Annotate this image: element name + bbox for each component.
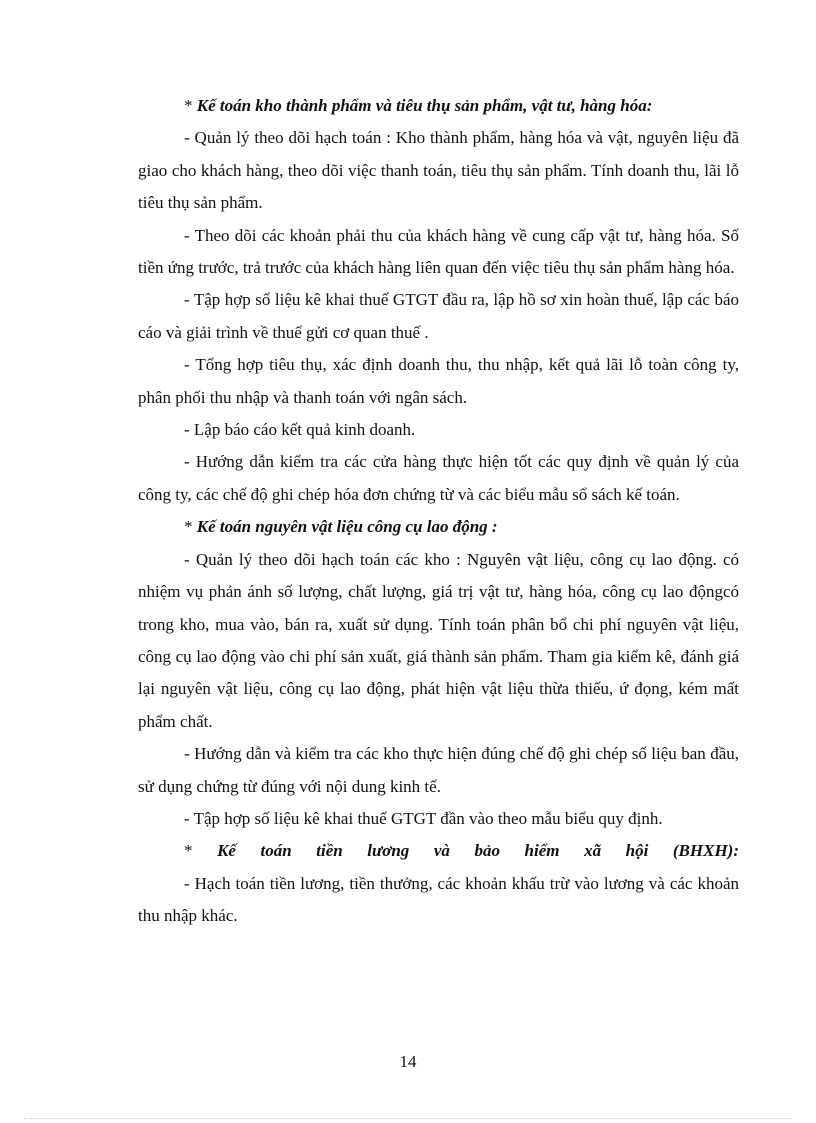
paragraph: - Tập hợp số liệu kê khai thuế GTGT đần vào theo mẫu biểu quy định. — [184, 808, 663, 828]
footer-divider — [24, 1118, 792, 1119]
page-number: 14 — [399, 1052, 417, 1071]
section-heading-salary — [138, 835, 739, 867]
paragraph: - Hạch toán tiền lương, tiền thưởng, các khoản khấu trừ vào lương và các khoản thu nhập khác. — [138, 873, 739, 926]
heading-text: Kế toán nguyên vật liệu công cụ lao động : — [196, 517, 498, 537]
paragraph: - Tổng hợp tiêu thụ, xác định doanh thu, thu nhập, kết quả lãi lỗ toàn công ty, phân phối thu nhập và thanh toán với ngân sách. — [138, 355, 739, 407]
heading-text: Kế toán kho thành phẩm và tiêu thụ sản phẩm, vật tư, hàng hóa: — [196, 96, 653, 115]
paragraph: - Hướng dẫn và kiểm tra các kho thực hiện đúng chế độ ghi chép số liệu ban đầu, sử dụng chứng từ đúng với nội dung kinh tế. — [138, 744, 739, 796]
heading-asterisk: * — [184, 841, 193, 861]
document-body — [138, 90, 739, 933]
heading-asterisk: * — [184, 96, 193, 115]
section-heading-materials — [138, 511, 739, 543]
heading-text: Kế toán tiền lương và bảo hiểm xã hội (BHXH): — [217, 841, 739, 861]
paragraph: - Theo dõi các khoản phải thu của khách hàng về cung cấp vật tư, hàng hóa. Số tiền ứng trước, trả trước của khách hàng liên quan đến việc tiêu thụ sản phẩm hàng hóa. — [138, 225, 739, 278]
section-heading-finished-goods — [138, 90, 739, 122]
paragraph: - Lập báo cáo kết quả kinh doanh. — [184, 420, 416, 440]
paragraph: - Quản lý theo dõi hạch toán : Kho thành phẩm, hàng hóa và vật, nguyên liệu đã giao cho khách hàng, theo dõi việc thanh toán, tiêu thụ sản phẩm. Tính doanh thu, lãi lỗ tiêu thụ sản phẩm. — [138, 128, 739, 213]
paragraph: - Tập hợp số liệu kê khai thuế GTGT đầu ra, lập hồ sơ xin hoàn thuế, lập các báo cáo và giải trình về thuế gửi cơ quan thuế . — [138, 290, 739, 342]
paragraph: - Quản lý theo dõi hạch toán các kho : Nguyên vật liệu, công cụ lao động. có nhiệm vụ phản ánh số lượng, chất lượng, giá trị vật tư, hàng hóa, công cụ lao độngcó trong kho, mua vào, bán ra, xuất sử dụng. Tính toán phân bổ chi phí nguyên vật liệu, công cụ lao động vào chi phí sản xuất, giá thành sản phẩm. Tham gia kiểm kê, đánh giá lại nguyên vật liệu, công cụ lao động, phát hiện vật liệu thừa thiếu, ứ đọng, kém mất phẩm chất. — [138, 549, 739, 731]
heading-asterisk: * — [184, 517, 193, 537]
paragraph: - Hướng dẫn kiểm tra các cửa hàng thực hiện tốt các quy định về quản lý của công ty, các chế độ ghi chép hóa đơn chứng từ và các biểu mẫu sổ sách kế toán. — [138, 452, 739, 504]
